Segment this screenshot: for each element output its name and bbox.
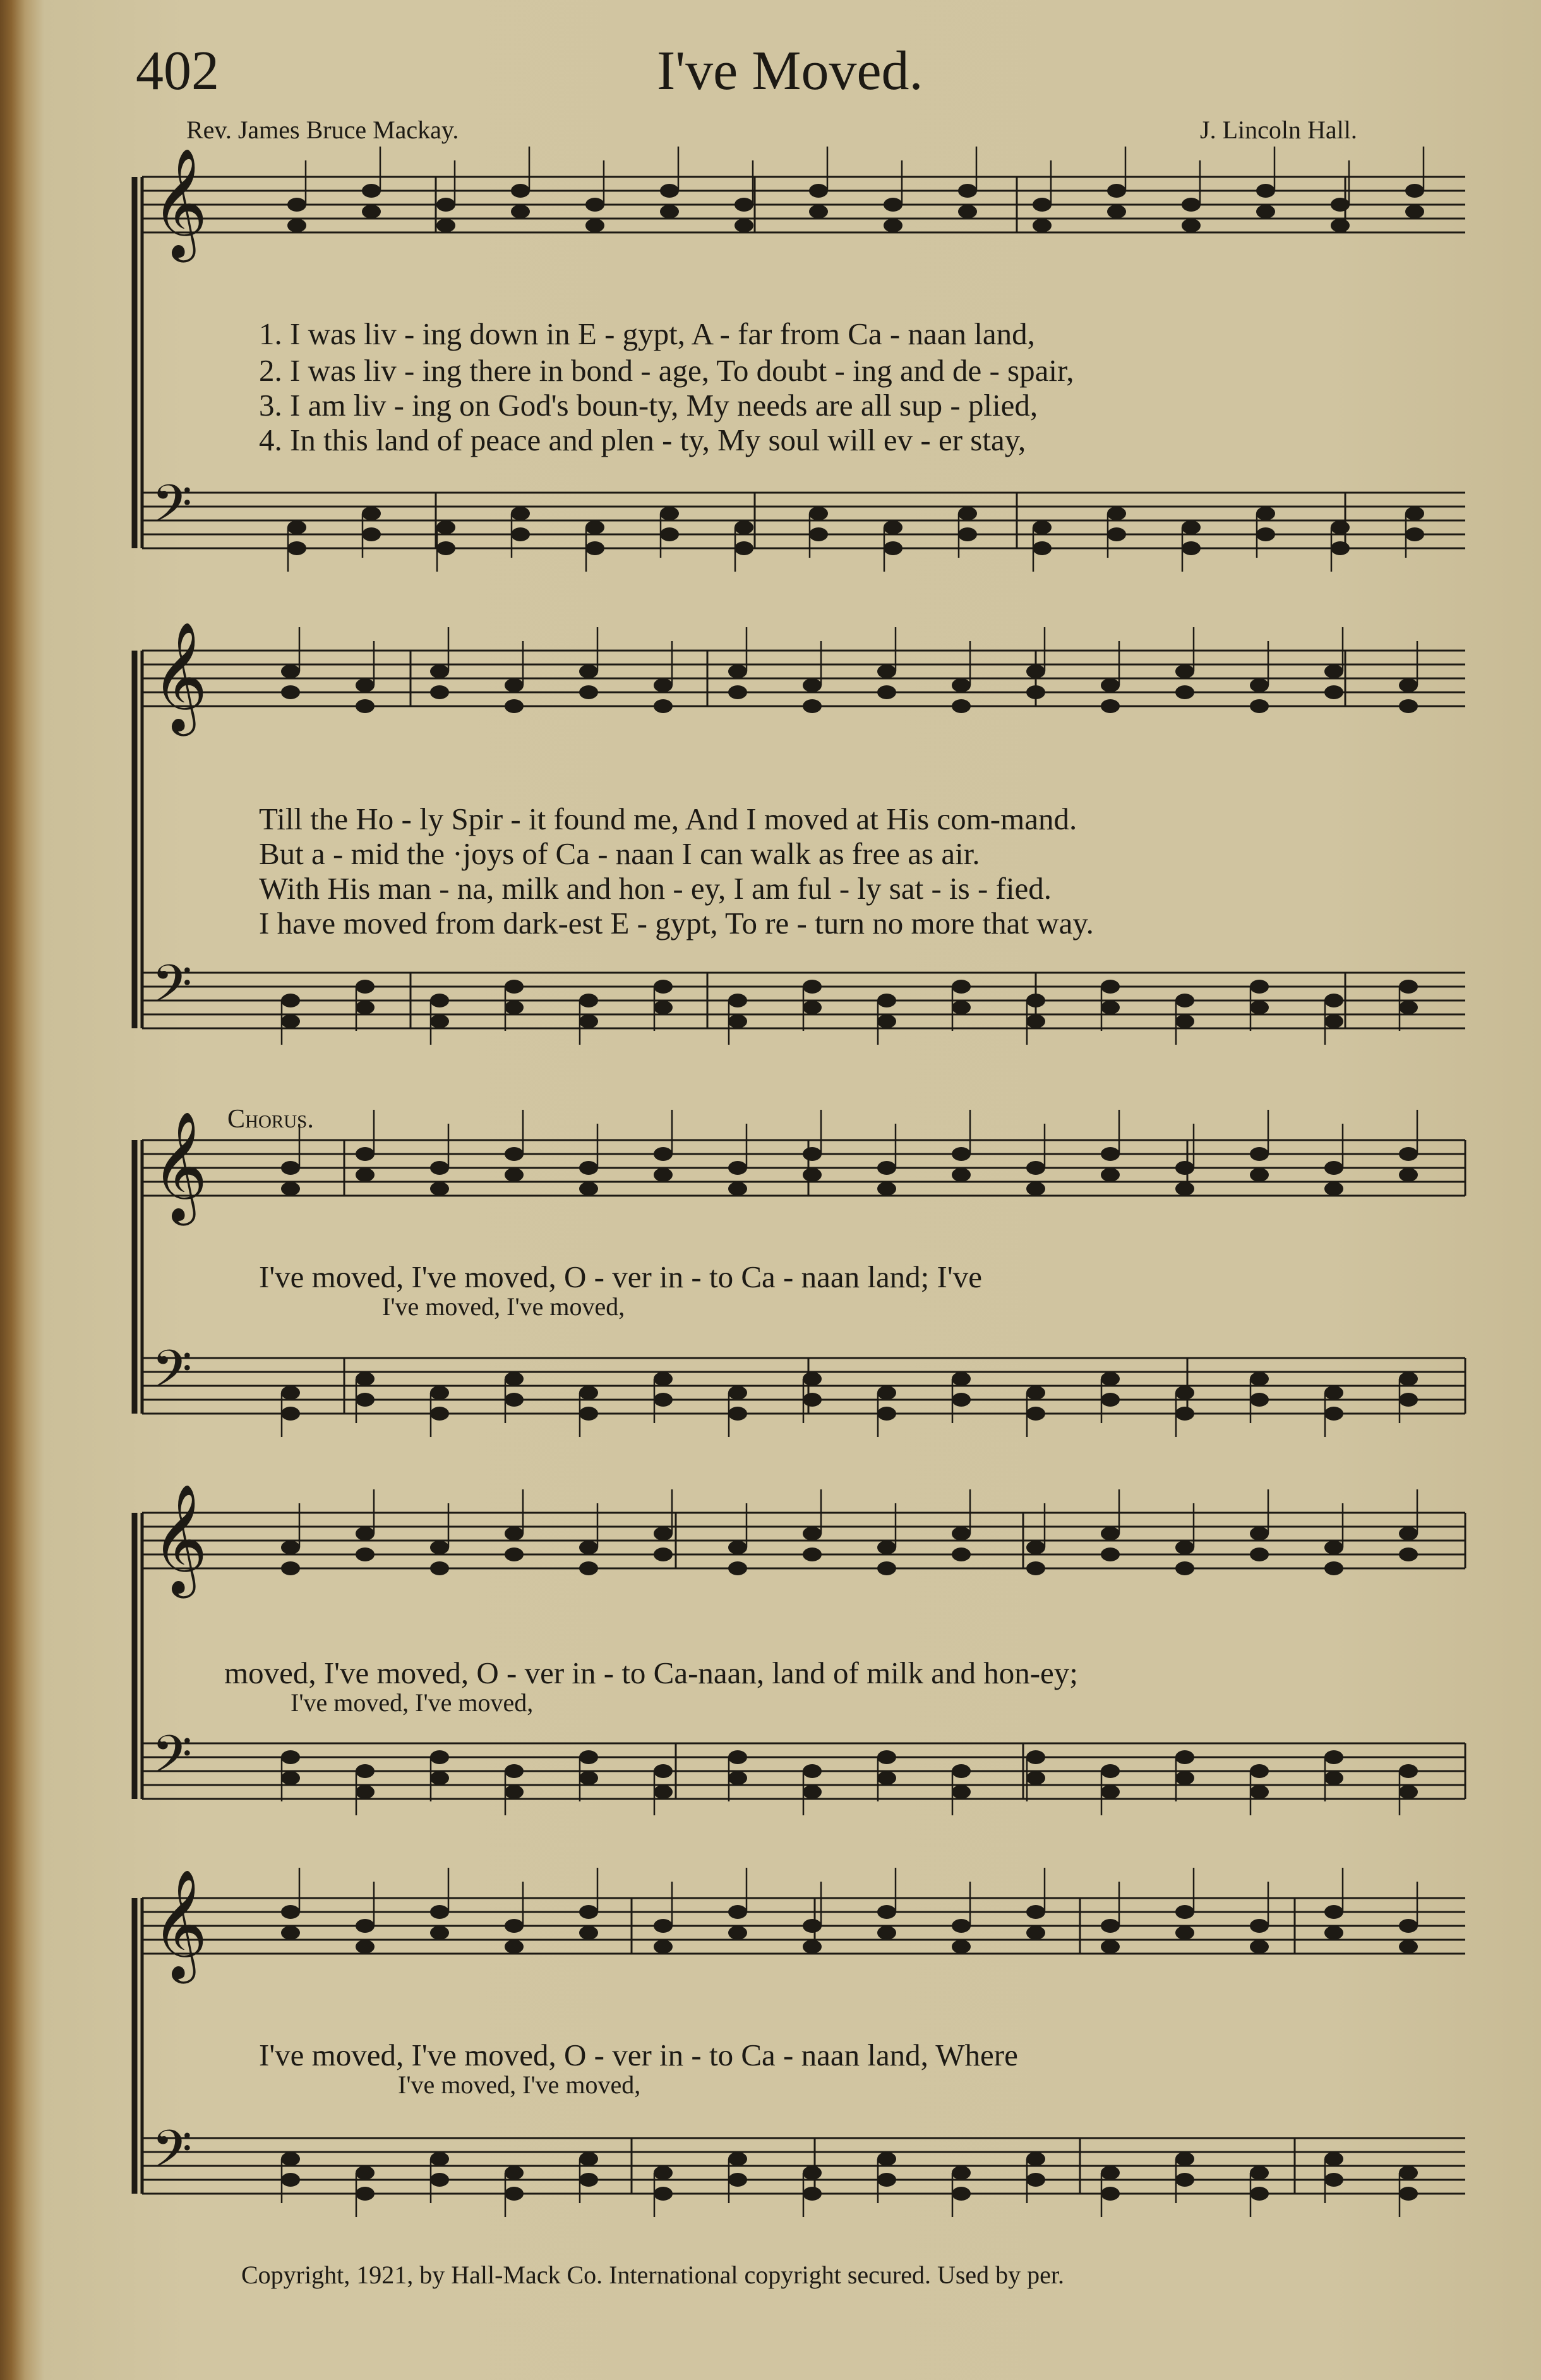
svg-text:𝄞: 𝄞 (152, 1484, 208, 1594)
chorus-label: Chorus. (227, 1105, 314, 1134)
svg-text:𝄞: 𝄞 (152, 622, 208, 731)
verse-4-line-2: I have moved from dark-est E - gypt, To re - turn no more that way. (259, 906, 1094, 941)
verse-3-line-1: 3. I am liv - ing on God's boun-ty, My needs are all sup - plied, (259, 388, 1038, 423)
chorus-line-1: I've moved, I've moved, O - ver in - to Ca - naan land; I've (259, 1259, 982, 1294)
svg-text:𝄢: 𝄢 (152, 1338, 193, 1412)
composer-credit: J. Lincoln Hall. (1200, 116, 1357, 144)
verse-1-line-2: Till the Ho - ly Spir - it found me, And I moved at His com-mand. (259, 802, 1077, 836)
verse-4-line-1: 4. In this land of peace and plen - ty, My soul will ev - er stay, (259, 423, 1026, 457)
svg-text:𝄢: 𝄢 (152, 1724, 193, 1798)
verse-1-line-1: 1. I was liv - ing down in E - gypt, A - far from Ca - naan land, (259, 316, 1035, 351)
author-credit: Rev. James Bruce Mackay. (186, 116, 459, 144)
svg-text:𝄞: 𝄞 (152, 148, 208, 258)
svg-text:𝄢: 𝄢 (152, 953, 193, 1027)
svg-text:𝄢: 𝄢 (152, 473, 193, 547)
verse-2-line-2: But a - mid the ·joys of Ca - naan I can walk as free as air. (259, 836, 980, 871)
chorus-echo-2: I've moved, I've moved, (291, 1688, 534, 1717)
svg-text:𝄢: 𝄢 (152, 2119, 193, 2192)
svg-text:𝄞: 𝄞 (152, 1869, 208, 1979)
svg-text:𝄞: 𝄞 (152, 1111, 208, 1221)
chorus-echo-1: I've moved, I've moved, (382, 1292, 625, 1321)
copyright-notice: Copyright, 1921, by Hall-Mack Co. International copyright secured. Used by per. (241, 2261, 1065, 2289)
chorus-echo-3: I've moved, I've moved, (398, 2070, 641, 2099)
chorus-line-2: moved, I've moved, O - ver in - to Ca-naan, land of milk and hon-ey; (224, 1656, 1078, 1690)
chorus-line-3: I've moved, I've moved, O - ver in - to Ca - naan land, Where (259, 2038, 1018, 2072)
page-number: 402 (136, 40, 219, 102)
verse-3-line-2: With His man - na, milk and hon - ey, I am ful - ly sat - is - fied. (259, 871, 1052, 906)
hymn-title: I've Moved. (657, 40, 923, 102)
verse-2-line-1: 2. I was liv - ing there in bond - age, To doubt - ing and de - spair, (259, 353, 1074, 388)
